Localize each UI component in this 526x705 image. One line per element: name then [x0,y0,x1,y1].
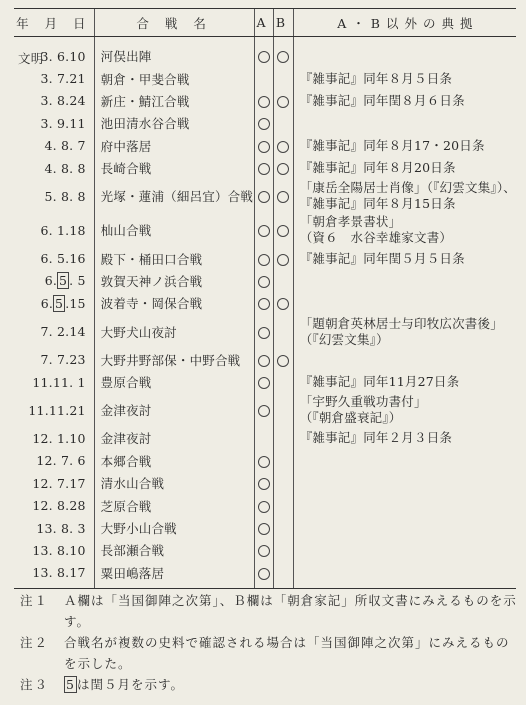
table-row [14,292,516,314]
battle-name: 杣山合戦 [94,213,254,247]
note-label: 注３ [20,677,50,692]
circle-mark-icon [277,225,289,237]
date-value: 13. 8. 3 [36,520,86,536]
battle-name: 光塚・蓮浦（細呂宜）合戦 [94,179,254,213]
col-a-cell [254,112,274,134]
circle-mark-icon [258,568,270,580]
col-a-cell [254,517,274,539]
battle-name: 金津夜討 [94,427,254,449]
battle-name: 芝原合戦 [94,494,254,516]
battle-name: 清水山合戦 [94,472,254,494]
source-line: 「宇野久重戦功書付」 [299,394,427,410]
circle-mark-icon [277,254,289,266]
source-cell [293,371,516,393]
table-row [14,179,516,213]
table-row [14,494,516,516]
date-value: 6. 5.16 [40,251,86,267]
circle-mark-icon [258,327,270,339]
col-b-cell [274,494,293,516]
source-cell [293,292,516,314]
col-a-cell [254,494,274,516]
date-value: 12. 7. 6 [36,453,86,469]
table-body [14,37,516,589]
header-a: A [254,9,274,37]
circle-mark-icon [258,355,270,367]
table-row [14,247,516,269]
date-value: 6. 5 .15 [40,295,86,311]
battle-name: 敦賀天神ノ浜合戦 [94,270,254,292]
source-cell [293,517,516,539]
col-b-cell [274,37,293,68]
source-cell [293,247,516,269]
date-cell [14,270,94,292]
source-cell [293,270,516,292]
source-line: 『雑事記』同年11月27日条 [299,374,460,390]
circle-mark-icon [258,478,270,490]
circle-mark-icon [258,96,270,108]
source-cell [293,539,516,561]
col-b-cell [274,247,293,269]
source-cell [293,562,516,589]
source-line: 『雑事記』同年８月15日条 [299,196,456,212]
table-row [14,157,516,179]
circle-mark-icon [258,456,270,468]
battle-name: 波着寺・岡保合戦 [94,292,254,314]
source-line: 『雑事記』同年８月17・20日条 [299,137,485,153]
date-cell [14,494,94,516]
date-cell [14,562,94,589]
date-cell [14,112,94,134]
battle-name: 河俣出陣 [94,37,254,68]
date-value: 6. 1.18 [40,222,86,238]
date-value: 3. 6.10 [40,48,86,64]
source-line: 『雑事記』同年閏８月６日条 [299,92,465,108]
circle-mark-icon [258,191,270,203]
date-cell [14,67,94,89]
col-b-cell [274,371,293,393]
table-header [14,9,516,37]
battle-name: 大野井野部保・中野合戦 [94,349,254,371]
date-cell [14,213,94,247]
col-a-cell [254,427,274,449]
circle-mark-icon [258,501,270,513]
circle-mark-icon [277,298,289,310]
col-a-cell [254,472,274,494]
source-cell [293,90,516,112]
header-b: B [274,9,293,37]
table-row [14,213,516,247]
date-cell [14,393,94,427]
col-a-cell [254,179,274,213]
table-row [14,427,516,449]
col-b-cell [274,112,293,134]
col-b-cell [274,393,293,427]
date-value: 12. 8.28 [32,498,86,514]
date-cell [14,90,94,112]
col-a-cell [254,393,274,427]
date-cell [14,349,94,371]
source-line: （『朝倉盛衰記』） [299,410,402,426]
battle-name: 朝倉・甲斐合戦 [94,67,254,89]
battle-name: 豊原合戦 [94,371,254,393]
table-row [14,562,516,589]
table-row [14,90,516,112]
col-b-cell [274,472,293,494]
source-cell [293,37,516,68]
note-text: 合戦名が複数の史料で確認される場合は「当国御陣之次第」にみえるものを示した。 [64,635,510,671]
battle-name: 殿下・桶田口合戦 [94,247,254,269]
col-b-cell [274,90,293,112]
header-source: A・B以外の典拠 [293,9,516,37]
date-cell [14,427,94,449]
circle-mark-icon [277,163,289,175]
col-b-cell [274,179,293,213]
col-a-cell [254,292,274,314]
col-a-cell [254,213,274,247]
col-a-cell [254,157,274,179]
table-row [14,135,516,157]
circle-mark-icon [277,141,289,153]
source-line: 『雑事記』同年２月３日条 [299,430,453,446]
source-line: 「朝倉孝景書状」 [299,214,402,230]
date-cell [14,539,94,561]
col-a-cell [254,371,274,393]
source-cell [293,472,516,494]
col-b-cell [274,157,293,179]
source-line: 「康岳全陽居士肖像」（『幻雲文集』）、 [299,180,516,196]
note-label: 注１ [20,593,50,608]
date-value: 3. 9.11 [40,115,86,131]
battle-name: 新庄・鯖江合戦 [94,90,254,112]
battle-name: 粟田嶋落居 [94,562,254,589]
date-cell [14,179,94,213]
battle-name: 長崎合戦 [94,157,254,179]
date-cell [14,472,94,494]
table-row [14,112,516,134]
col-a-cell [254,349,274,371]
date-cell [14,292,94,314]
circle-mark-icon [258,163,270,175]
source-line: （資６ 水谷幸雄家文書） [299,230,453,246]
col-a-cell [254,315,274,349]
date-cell [14,135,94,157]
circle-mark-icon [258,118,270,130]
circle-mark-icon [258,51,270,63]
col-a-cell [254,539,274,561]
source-cell [293,213,516,247]
battle-name: 大野犬山夜討 [94,315,254,349]
note-item [20,632,520,674]
note-label: 注２ [20,635,50,650]
col-a-cell [254,37,274,68]
col-a-cell [254,562,274,589]
table-row [14,349,516,371]
source-cell [293,315,516,349]
date-value: 5. 8. 8 [44,188,86,204]
col-b-cell [274,67,293,89]
battle-name: 池田清水谷合戦 [94,112,254,134]
table-row [14,450,516,472]
date-cell [14,371,94,393]
col-b-cell [274,315,293,349]
table-row [14,37,516,68]
col-a-cell [254,135,274,157]
note-item [20,674,520,695]
source-line: 『雑事記』同年８月５日条 [299,70,453,86]
header-date: 年 月 日 [14,9,94,37]
col-a-cell [254,90,274,112]
col-a-cell [254,270,274,292]
source-cell [293,450,516,472]
col-b-cell [274,349,293,371]
date-value: 6. 5 . 5 [44,273,86,289]
table-row [14,67,516,89]
circle-mark-icon [258,276,270,288]
note-item [20,590,520,632]
col-b-cell [274,427,293,449]
source-line: （『幻雲文集』） [299,331,389,347]
source-cell [293,427,516,449]
battle-table [14,8,516,589]
date-cell [14,157,94,179]
note-text: Ａ欄は「当国御陣之次第」、Ｂ欄は「朝倉家記」所収文書にみえるものを示す。 [64,593,517,629]
date-value: 11.11. 1 [32,374,86,390]
circle-mark-icon [258,545,270,557]
source-line: 『雑事記』同年閏５月５日条 [299,250,465,266]
date-value: 4. 8. 7 [44,138,86,154]
circle-mark-icon [258,377,270,389]
table-row [14,472,516,494]
source-cell [293,67,516,89]
date-value: 13. 8.17 [32,565,86,581]
circle-mark-icon [277,51,289,63]
battle-name: 府中落居 [94,135,254,157]
table-row [14,270,516,292]
date-cell [14,450,94,472]
circle-mark-icon [258,523,270,535]
col-a-cell [254,450,274,472]
table-row [14,371,516,393]
date-value: 3. 8.24 [40,93,86,109]
circle-mark-icon [258,225,270,237]
date-value: 12. 7.17 [32,475,86,491]
footnotes [20,590,520,695]
source-cell [293,393,516,427]
col-a-cell [254,67,274,89]
date-value: 7. 7.23 [40,352,86,368]
col-b-cell [274,213,293,247]
date-value: 12. 1.10 [32,430,86,446]
source-line: 『雑事記』同年８月20日条 [299,160,456,176]
col-b-cell [274,539,293,561]
table-row [14,315,516,349]
source-cell [293,112,516,134]
circle-mark-icon [277,355,289,367]
col-b-cell [274,135,293,157]
table-row [14,517,516,539]
date-value: 11.11.21 [28,402,86,418]
battle-name: 本郷合戦 [94,450,254,472]
circle-mark-icon [258,298,270,310]
circle-mark-icon [258,254,270,266]
leap-month-box: 5 [55,295,64,311]
source-cell [293,494,516,516]
source-cell [293,179,516,213]
table-row [14,539,516,561]
header-battle-name: 合 戦 名 [94,9,254,37]
circle-mark-icon [258,141,270,153]
date-value: 4. 8. 8 [44,160,86,176]
date-cell [14,315,94,349]
source-line: 「題朝倉英林居士与印牧広次書後」 [299,315,503,331]
date-value: 13. 8.10 [32,542,86,558]
col-b-cell [274,517,293,539]
note-text: 5 は閏５月を示す。 [66,677,184,692]
source-cell [293,135,516,157]
date-cell [14,247,94,269]
col-a-cell [254,247,274,269]
col-b-cell [274,270,293,292]
circle-mark-icon [277,96,289,108]
source-cell [293,349,516,371]
leap-month-box: 5 [59,273,68,289]
battle-name: 長部瀬合戦 [94,539,254,561]
col-b-cell [274,292,293,314]
circle-mark-icon [258,405,270,417]
date-value: 7. 2.14 [40,324,86,340]
date-cell [14,37,94,68]
leap-month-box: 5 [66,677,75,692]
battle-name: 大野小山合戦 [94,517,254,539]
table-row [14,393,516,427]
source-cell [293,157,516,179]
era-label: 文明 [18,50,44,66]
circle-mark-icon [277,191,289,203]
date-value: 3. 7.21 [40,71,86,87]
battle-name: 金津夜討 [94,393,254,427]
col-b-cell [274,450,293,472]
date-cell [14,517,94,539]
col-b-cell [274,562,293,589]
